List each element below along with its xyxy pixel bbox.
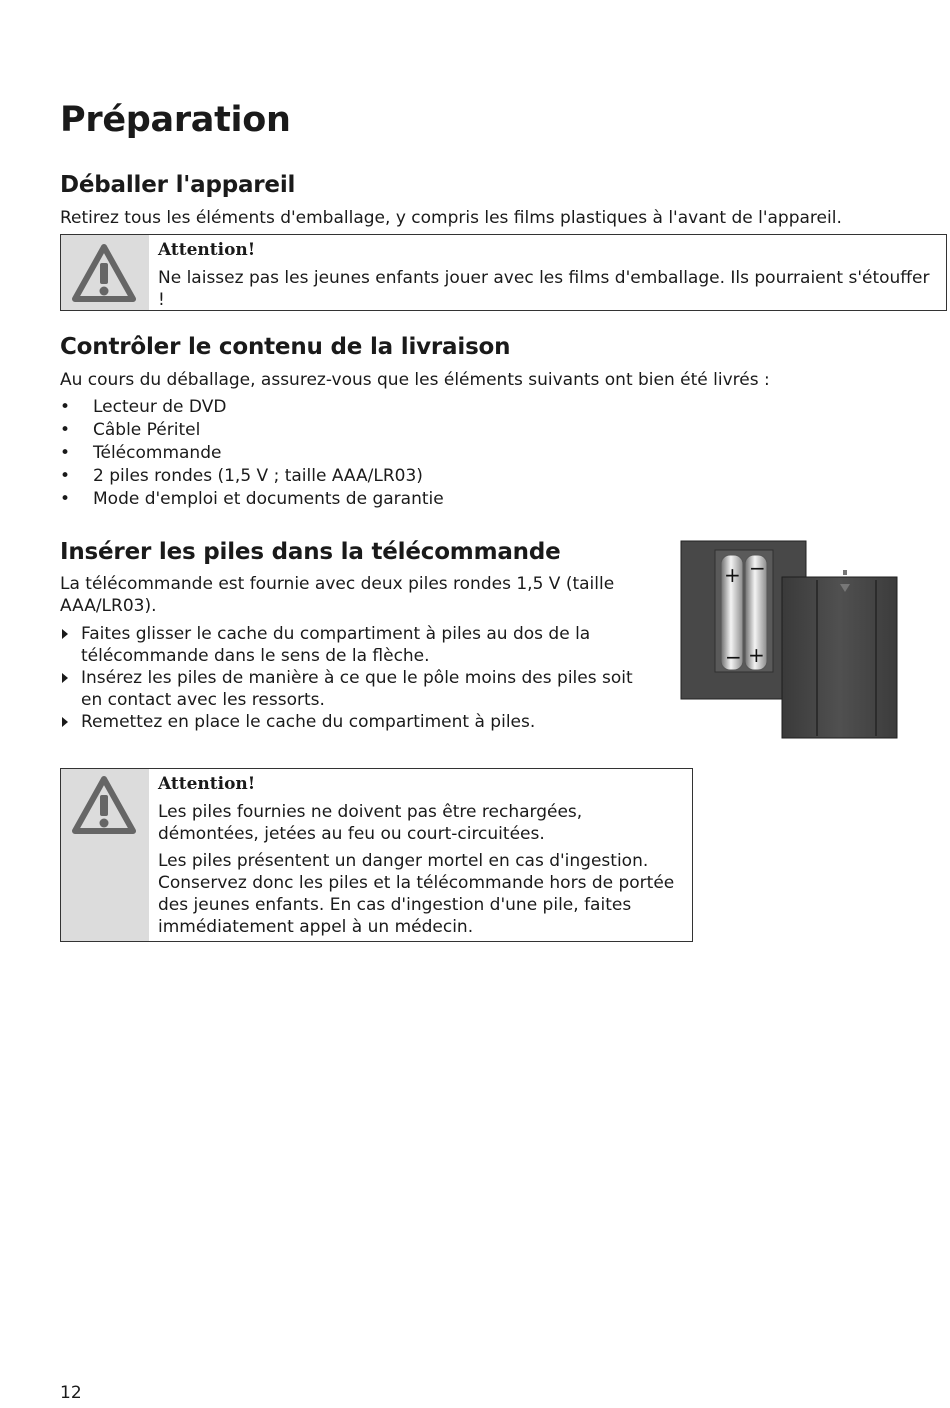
battery-mark-plus-bottom: + bbox=[748, 643, 765, 667]
section-heading-unpack: Déballer l'appareil bbox=[60, 172, 296, 198]
list-item: • Mode d'emploi et documents de garantie bbox=[60, 489, 444, 509]
warning-box-packaging bbox=[60, 234, 947, 311]
warning-triangle-icon bbox=[71, 243, 137, 303]
warning-icon-column bbox=[61, 769, 149, 941]
contents-intro: Au cours du déballage, assurez-vous que les éléments suivants ont bien été livrés : bbox=[60, 370, 770, 390]
batteries-intro: La télécommande est fournie avec deux piles rondes 1,5 V (taille AAA/LR03). bbox=[60, 574, 615, 616]
section-heading-contents: Contrôler le contenu de la livraison bbox=[60, 334, 511, 360]
battery-mark-plus-top: + bbox=[724, 563, 741, 587]
battery-mark-minus-top: − bbox=[749, 556, 766, 580]
warning-triangle-icon bbox=[71, 775, 137, 835]
unpack-text: Retirez tous les éléments d'emballage, y compris les films plastiques à l'avant de l'appareil. bbox=[60, 208, 842, 228]
warning-title: Attention! bbox=[158, 240, 256, 260]
list-item: • Câble Péritel bbox=[60, 420, 201, 440]
battery-compartment-illustration bbox=[680, 540, 900, 740]
list-item: • 2 piles rondes (1,5 V ; taille AAA/LR03) bbox=[60, 466, 423, 486]
list-item: • Lecteur de DVD bbox=[60, 397, 227, 417]
battery-mark-minus-bottom: − bbox=[725, 645, 742, 669]
battery-steps-list bbox=[60, 623, 650, 733]
warning-text: Les piles fournies ne doivent pas être rechargées, démontées, jetées au feu ou court-circuitées. bbox=[158, 802, 583, 844]
step-item: Insérez les piles de manière à ce que le pôle moins des piles soit en contact avec les ressorts. bbox=[60, 667, 650, 711]
warning-box-batteries bbox=[60, 768, 693, 942]
warning-text: Les piles présentent un danger mortel en cas d'ingestion. Conservez donc les piles et la télécommande hors de portée des jeunes enfants. En cas d'ingestion d'une pile, faites immédiatement appel à un médecin. bbox=[158, 851, 675, 937]
section-heading-batteries: Insérer les piles dans la télécommande bbox=[60, 539, 561, 565]
contents-list bbox=[60, 396, 444, 511]
step-item: Faites glisser le cache du compartiment à piles au dos de la télécommande dans le sens de la flèche. bbox=[60, 623, 650, 667]
warning-title: Attention! bbox=[158, 774, 256, 794]
list-item: • Télécommande bbox=[60, 443, 222, 463]
warning-text: Ne laissez pas les jeunes enfants jouer avec les films d'emballage. Ils pourraient s'étouffer ! bbox=[158, 268, 930, 310]
page-number: 12 bbox=[60, 1383, 82, 1403]
warning-icon-column bbox=[61, 235, 149, 310]
step-item: Remettez en place le cache du compartiment à piles. bbox=[60, 711, 650, 733]
page-title: Préparation bbox=[60, 100, 291, 140]
